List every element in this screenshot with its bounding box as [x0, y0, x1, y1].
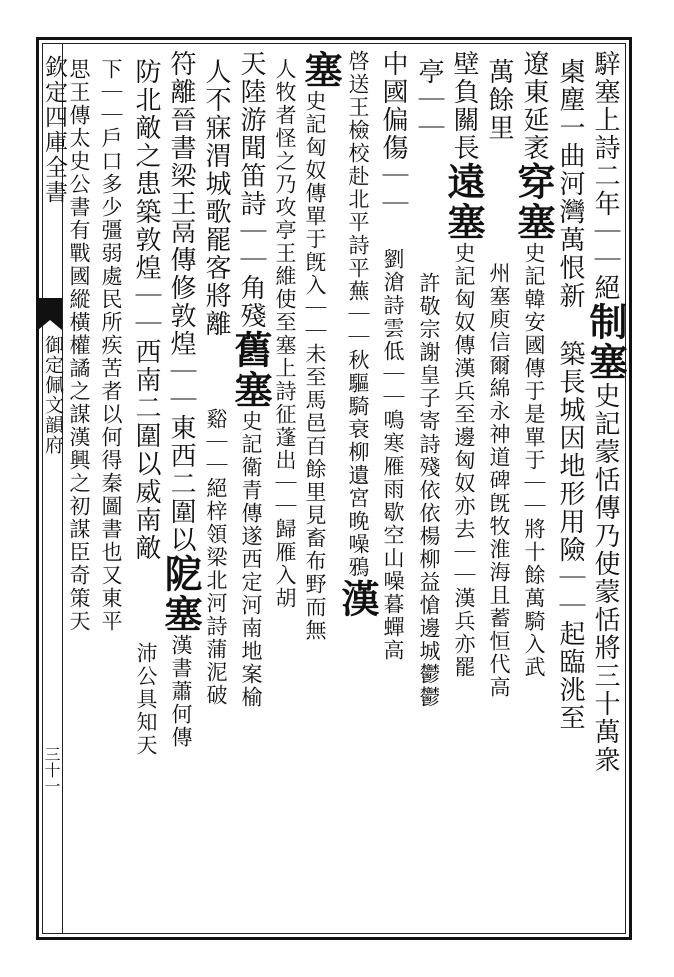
column-text: 築長城因地形用險｜｜起臨洮至: [555, 340, 585, 732]
column-text: 壁負關長: [449, 50, 479, 162]
column-text: 劉滄詩雲低｜｜鳴寒雁雨歇空山噪暮蟬: [381, 248, 405, 639]
column-text: 沛公具知天: [134, 642, 158, 757]
heading-term: 遠塞: [441, 162, 486, 242]
margin-collection-title: 欽定四庫全書: [41, 55, 67, 205]
column-text: 史記匈奴傳單于旣入｜｜未至馬邑百餘里見畜布野而無: [303, 90, 327, 642]
text-column-14: [131, 58, 161, 938]
column-text: 㮚塵一曲河灣萬恨新: [555, 58, 585, 310]
heading-term: 塞: [298, 50, 343, 90]
column-text: 史記衛青傳遂西定河南地案榆: [239, 410, 263, 709]
text-column-8: [335, 50, 380, 930]
heading-term: 制塞: [583, 302, 628, 382]
column-text: 中國偏傷｜｜: [378, 50, 408, 218]
column-text: 亭｜｜: [414, 58, 444, 142]
heading-term: 舊塞: [228, 330, 273, 410]
text-column-1: [583, 50, 628, 930]
text-column-10: [270, 58, 300, 938]
text-column-6: [414, 58, 444, 938]
column-text: 萬餘里: [484, 58, 514, 142]
heading-term: 穿塞: [511, 162, 556, 242]
text-column-11: [228, 50, 273, 930]
column-text: 州塞庾信爾綿永神道碑旣牧淮海且蓄恒代高: [487, 262, 511, 699]
text-column-9: [298, 50, 343, 930]
column-text: 思王傳太史公書有戰國縱橫權譎之謀漢興之初謀臣奇策天: [67, 58, 91, 633]
column-text: 史記蒙恬傳乃使蒙恬將三十萬衆: [590, 382, 620, 774]
column-text: 下｜｜戶口多少彊弱處民所疾苦者以何得秦圖書也又東平: [99, 58, 123, 633]
text-column-13: [158, 50, 203, 930]
column-text: 漢書蕭何傳: [169, 634, 193, 749]
text-column-3: [511, 50, 556, 930]
column-text: 啓送王檢校赴北平詩平蕪｜｜秋驅騎衰柳遺宮晚噪鴉: [346, 50, 370, 579]
column-text: 高: [381, 639, 405, 662]
column-text: 遼東延袤: [519, 50, 549, 162]
text-column-5: [441, 50, 486, 930]
page-number: 三十一: [42, 746, 61, 794]
column-text: 天陸游聞笛詩｜｜角殘: [236, 50, 266, 330]
text-column-2: [555, 58, 585, 938]
column-text: 史記韓安國傳于是單于｜｜將十餘萬騎入武: [522, 242, 546, 679]
column-text: 許敬宗謝皇子寄詩殘依依楊柳益愴邊城鬱鬱: [417, 272, 441, 709]
column-text: 史記匈奴傳漢兵至邊匈奴亦去｜｜漢兵亦罷: [452, 242, 476, 679]
column-text: 防北敵之患築敦煌｜｜西南二圍以威南敵: [131, 58, 161, 562]
column-text: 人牧者怪之乃攻亭王維使至塞上詩征蓬出｜｜歸雁入胡: [273, 58, 297, 610]
heading-term: 漢: [335, 579, 380, 619]
column-text: 騂塞上詩二年｜｜絕: [590, 50, 620, 302]
text-column-16: [64, 58, 94, 938]
column-text: 符離晉書梁王鬲傳修敦煌｜｜東西二圍以: [166, 50, 196, 554]
fish-tail-mark-icon: [38, 298, 62, 330]
text-column-15: [96, 58, 126, 938]
column-text: 人不寐渭城歌罷客將離: [201, 58, 231, 338]
text-column-7: [378, 50, 408, 930]
text-column-12: [201, 58, 231, 938]
heading-term: 阸塞: [158, 554, 203, 634]
column-text: 谿｜｜絕梓領梁北河詩蒲泥破: [204, 408, 228, 707]
margin-book-title: 御定佩文韻府: [42, 335, 64, 455]
text-column-4: [484, 58, 514, 938]
